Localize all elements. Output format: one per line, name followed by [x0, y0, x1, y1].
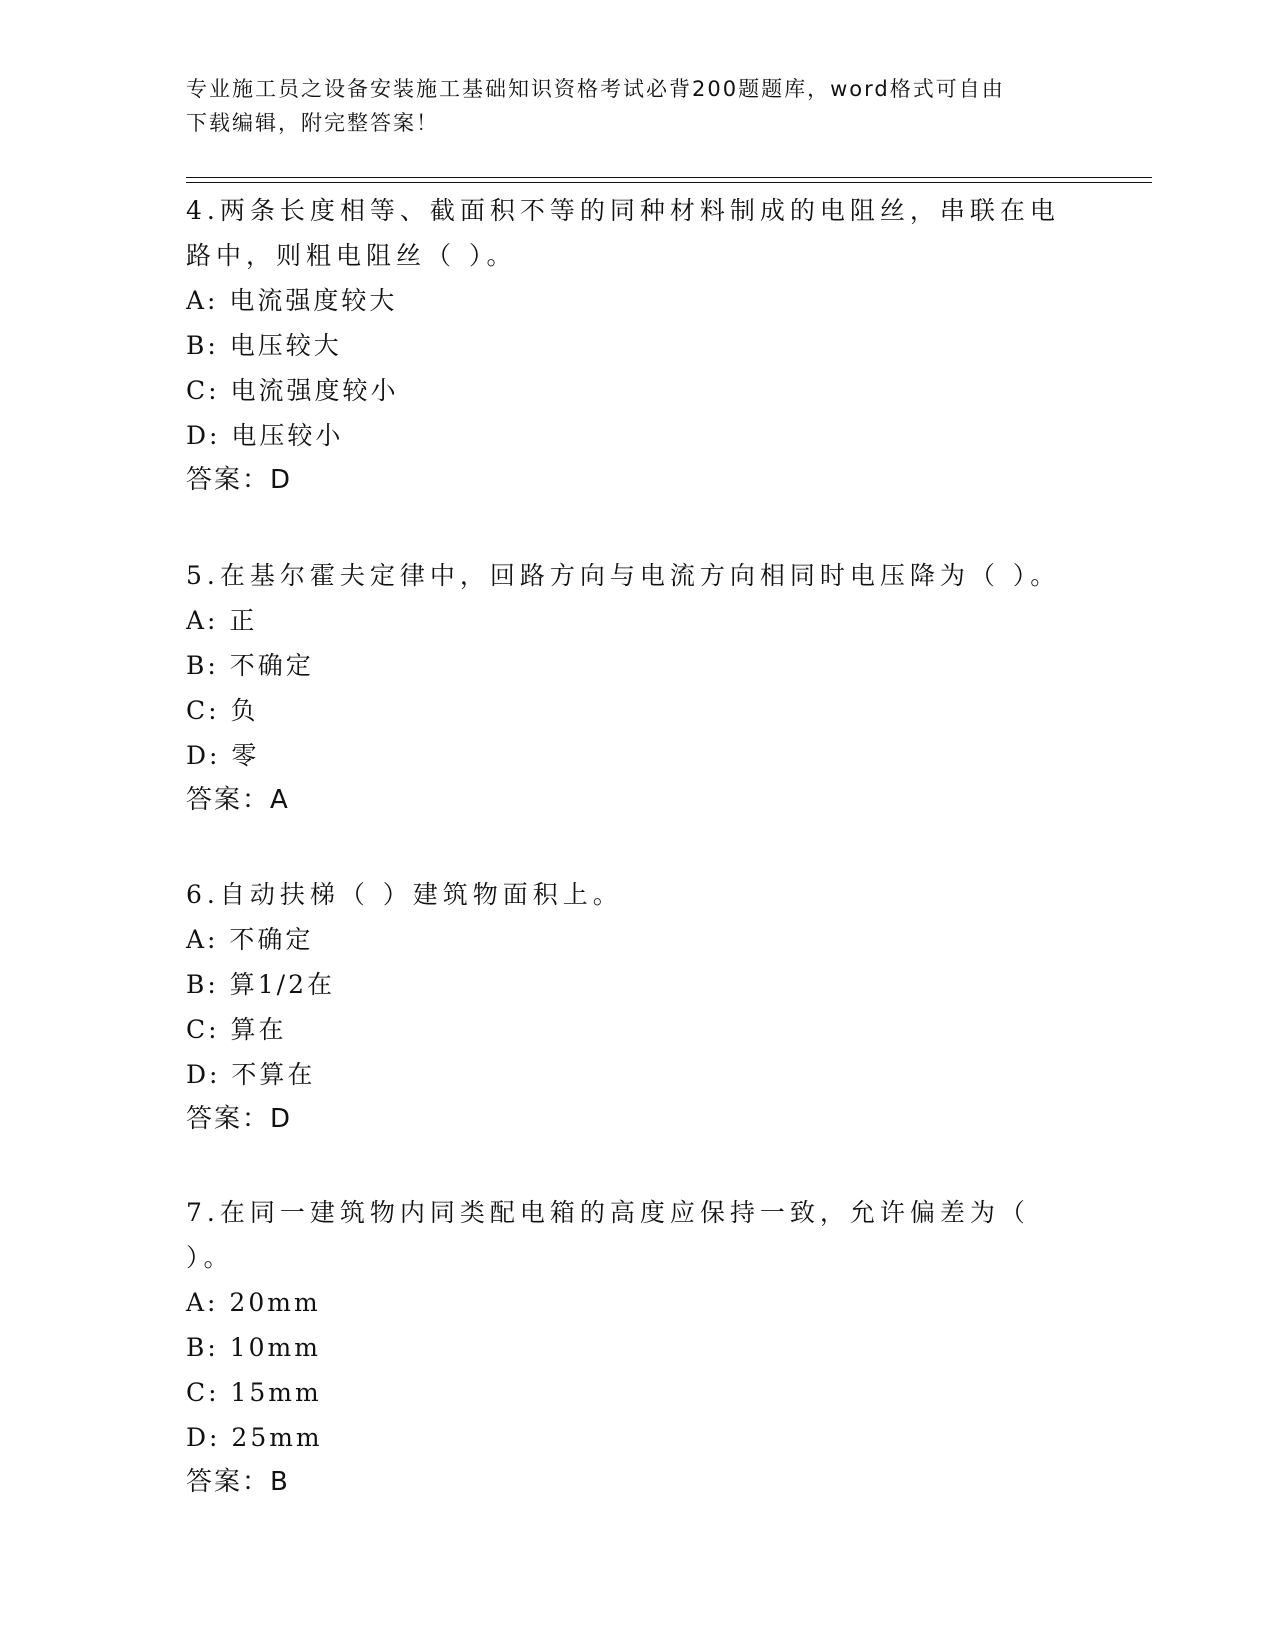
question-text: 5.在基尔霍夫定律中，回路方向与电流方向相同时电压降为（ ）。 [186, 561, 1061, 590]
option-c: C: 电流强度较小 [186, 376, 399, 405]
option-b: B: 电压较大 [186, 331, 342, 360]
option-d: D: 25mm [186, 1423, 323, 1452]
answer: 答案：D [186, 465, 293, 495]
option-c: C: 算在 [186, 1015, 287, 1044]
header-divider-bottom [186, 182, 1152, 183]
header-line-1: 专业施工员之设备安装施工基础知识资格考试必背200题题库，word格式可自由 [186, 77, 1005, 101]
question-text: 6.自动扶梯（ ）建筑物面积上。 [186, 880, 623, 909]
option-a: A: 不确定 [186, 925, 314, 954]
question-5 [186, 553, 1086, 823]
option-a: A: 电流强度较大 [186, 286, 398, 315]
header-divider-top [186, 177, 1152, 178]
option-c: C: 15mm [186, 1378, 322, 1407]
answer: 答案：A [186, 785, 290, 815]
option-d: D: 电压较小 [186, 421, 344, 450]
question-4 [186, 188, 1086, 503]
option-c: C: 负 [186, 696, 259, 725]
option-b: B: 10mm [186, 1333, 321, 1362]
answer: 答案：B [186, 1467, 290, 1497]
document-header [186, 72, 1066, 140]
option-a: A: 20mm [186, 1288, 321, 1317]
option-b: B: 不确定 [186, 651, 314, 680]
header-line-2: 下载编辑，附完整答案！ [186, 111, 439, 135]
question-7 [186, 1190, 1086, 1505]
question-6 [186, 872, 1086, 1142]
option-d: D: 不算在 [186, 1060, 316, 1089]
option-a: A: 正 [186, 606, 258, 635]
answer: 答案：D [186, 1104, 293, 1134]
option-d: D: 零 [186, 741, 260, 770]
option-b: B: 算1/2在 [186, 970, 335, 999]
question-text: 4.两条长度相等、截面积不等的同种材料制成的电阻丝，串联在电路中，则粗电阻丝（ ）。 [186, 196, 1060, 270]
question-text: 7.在同一建筑物内同类配电箱的高度应保持一致，允许偏差为（ ）。 [186, 1198, 1030, 1272]
